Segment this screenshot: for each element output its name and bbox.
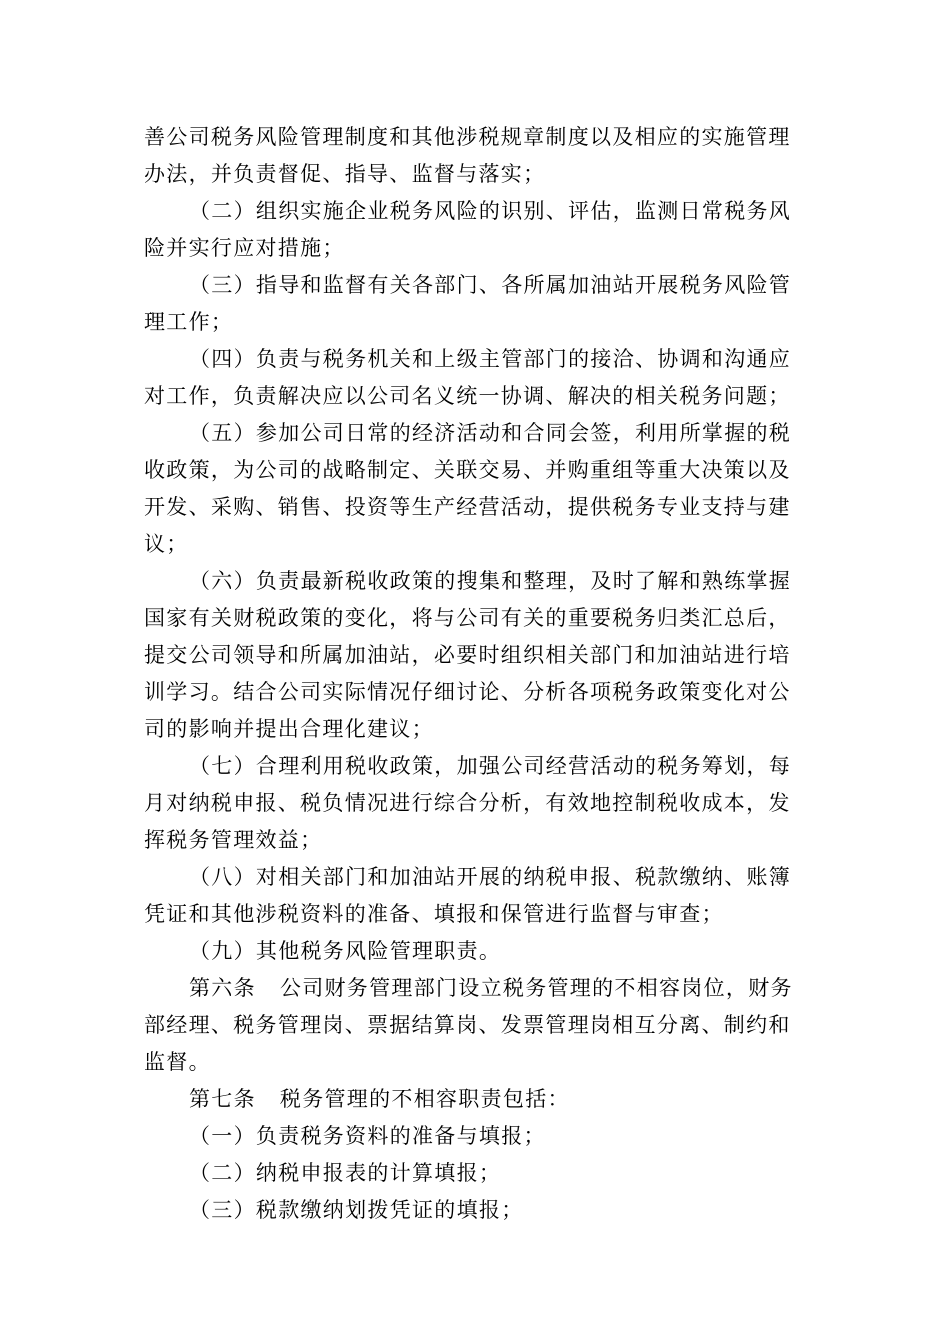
article-text: 公司财务管理部门设立税务管理的不相容岗位，财务 [279, 976, 793, 1000]
text-line: （二）纳税申报表的计算填报； [189, 1161, 502, 1185]
text-line: 监督。 [144, 1050, 211, 1074]
text-line: 理工作； [144, 310, 234, 334]
text-line: 善公司税务风险管理制度和其他涉税规章制度以及相应的实施管理 [144, 125, 791, 149]
text-line: （六）负责最新税收政策的搜集和整理，及时了解和熟练掌握 [189, 569, 792, 593]
article-line [144, 1081, 806, 1118]
text-line: 挥税务管理效益； [144, 828, 323, 852]
text-line: 凭证和其他涉税资料的准备、填报和保管进行监督与审查； [144, 902, 724, 926]
text-line: 国家有关财税政策的变化，将与公司有关的重要税务归类汇总后， [144, 606, 791, 630]
text-line: 险并实行应对措施； [144, 236, 345, 260]
text-line: 办法，并负责督促、指导、监督与落实； [144, 162, 546, 186]
article-line [144, 970, 806, 1007]
text-line: （七）合理利用税收政策，加强公司经营活动的税务筹划，每 [189, 754, 792, 778]
text-line: 部经理、税务管理岗、票据结算岗、发票管理岗相互分离、制约和 [144, 1013, 791, 1037]
text-line: （九）其他税务风险管理职责。 [189, 939, 502, 963]
text-line: （三）税款缴纳划拨凭证的填报； [189, 1198, 524, 1222]
text-line: 议； [144, 532, 189, 556]
text-line: 司的影响并提出合理化建议； [144, 717, 434, 741]
text-line: 对工作，负责解决应以公司名义统一协调、解决的相关税务问题； [144, 384, 791, 408]
text-line: 月对纳税申报、税负情况进行综合分析，有效地控制税收成本，发 [144, 791, 791, 815]
text-line: 开发、采购、销售、投资等生产经营活动，提供税务专业支持与建 [144, 495, 791, 519]
text-line: 训学习。结合公司实际情况仔细讨论、分析各项税务政策变化对公 [144, 680, 791, 704]
article-label: 第六条 [189, 976, 256, 1000]
text-line: （五）参加公司日常的经济活动和合同会签，利用所掌握的税 [189, 421, 792, 445]
article-text: 税务管理的不相容职责包括： [279, 1087, 570, 1111]
text-line: 提交公司领导和所属加油站，必要时组织相关部门和加油站进行培 [144, 643, 791, 667]
text-line: （八）对相关部门和加油站开展的纳税申报、税款缴纳、账簿 [189, 865, 792, 889]
text-line: （一）负责税务资料的准备与填报； [189, 1124, 546, 1148]
article-label: 第七条 [189, 1087, 256, 1111]
document-body [144, 119, 806, 1229]
text-line: （三）指导和监督有关各部门、各所属加油站开展税务风险管 [189, 273, 792, 297]
text-line: 收政策，为公司的战略制定、关联交易、并购重组等重大决策以及 [144, 458, 791, 482]
text-line: （四）负责与税务机关和上级主管部门的接洽、协调和沟通应 [189, 347, 792, 371]
text-line: （二）组织实施企业税务风险的识别、评估，监测日常税务风 [189, 199, 792, 223]
